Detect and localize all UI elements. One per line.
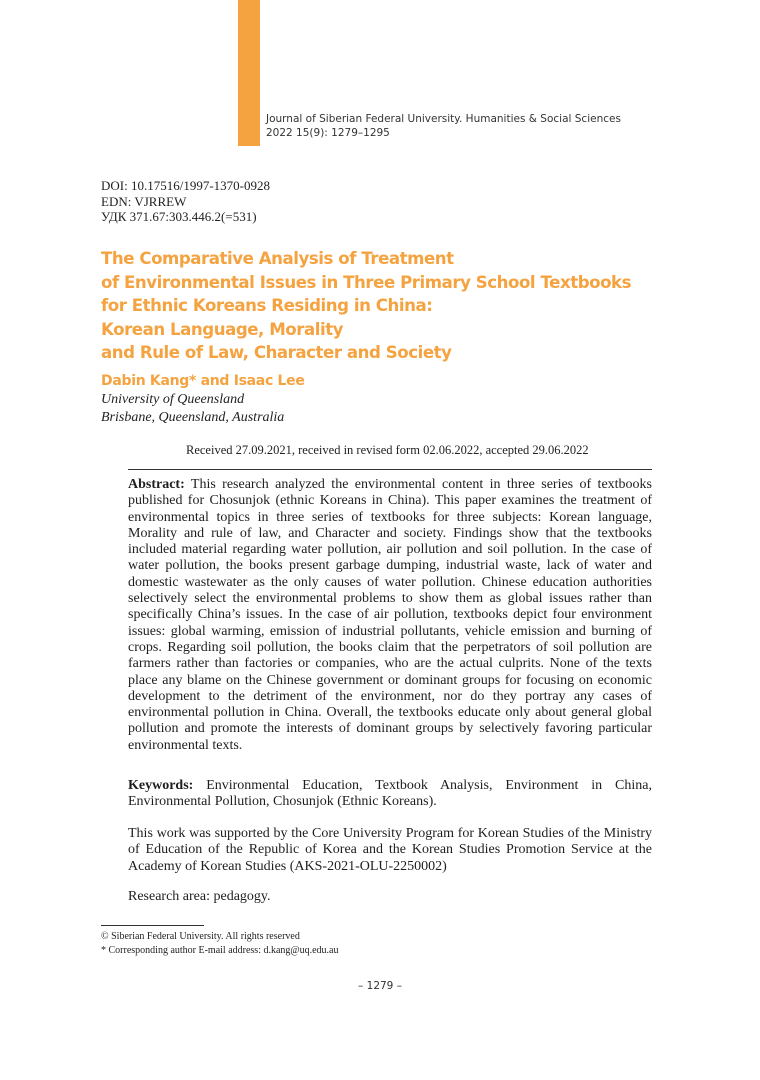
title-line: and Rule of Law, Character and Society: [101, 343, 452, 362]
journal-accent-bar: [238, 0, 260, 146]
edn: EDN: VJRREW: [101, 193, 187, 209]
authors: Dabin Kang* and Isaac Lee: [101, 373, 305, 389]
abstract: [128, 477, 652, 754]
journal-name: Journal of Siberian Federal University. Humanities & Social Sciences: [266, 113, 621, 125]
journal-volume: 2022 15(9): 1279–1295: [266, 127, 390, 139]
received-dates: Received 27.09.2021, received in revised form 02.06.2022, accepted 29.06.2022: [186, 443, 589, 457]
abstract-divider: [128, 469, 652, 470]
affiliation: [101, 391, 284, 426]
funding-note: This work was supported by the Core University Program for Korean Studies of the Ministry of Education of the Republic of Korea and the Korean Studies Promotion Service at the Academy of Korean Studies (AKS-2021-OLU-2250002): [128, 826, 652, 874]
udk: УДК 371.67:303.446.2(=531): [101, 209, 257, 224]
affiliation-institution: University of Queensland: [101, 392, 245, 407]
article-identifiers: [101, 178, 270, 225]
abstract-label: Abstract:: [128, 477, 185, 492]
journal-header: [266, 112, 621, 140]
doi: DOI: 10.17516/1997-1370-0928: [101, 178, 270, 193]
title-line: The Comparative Analysis of Treatment: [101, 249, 454, 268]
keywords: [128, 778, 652, 811]
title-line: of Environmental Issues in Three Primary School Textbooks: [101, 272, 632, 292]
title-line: for Ethnic Koreans Residing in China:: [101, 296, 433, 315]
page-number: – 1279 –: [358, 980, 402, 992]
affiliation-location: Brisbane, Queensland, Australia: [101, 409, 285, 425]
article-title: [101, 247, 631, 365]
keywords-text: Environmental Education, Textbook Analysis, Environment in China, Environmental Pollution, Chosunjok (Ethnic Koreans).: [128, 778, 652, 810]
footnotes: [101, 930, 339, 958]
footnote-divider: [101, 925, 204, 926]
copyright-note: © Siberian Federal University. All rights reserved: [101, 931, 300, 942]
abstract-text: This research analyzed the environmental content in three series of textbooks published for Chosunjok (ethnic Koreans in China). This paper examines the treatment of environmental topics in three series of textbooks for three subjects: Korean language, Morality and rule of law, and Character and society. Findings show that the textbooks included material regarding water pollution, air pollution and soil pollution. In the case of water pollution, the books present garbage dumping, industrial waste, lack of water and domestic wastewater as the only causes of water pollution. Chinese education authorities selectively select the environmental problems to show them as global issues rather than specifically China’s issues. In the case of air pollution, textbooks depict four environment issues: global warming, emission of industrial pollutants, vehicle emission and burning of crops. Regarding soil pollution, the books claim that the perpetrators of soil pollution are farmers rather than factories or companies, who are the actual culprits. None of the texts place any blame on the Chinese government or dominant groups for focusing on economic development to the detriment of the environment, nor do they portray any cases of environmental pollution in China. Overall, the textbooks educate only about general global pollution and promote the interests of dominant groups by selectively favoring particular environmental texts.: [128, 477, 652, 753]
research-area: Research area: pedagogy.: [128, 889, 271, 904]
title-line: Korean Language, Morality: [101, 319, 344, 339]
keywords-label: Keywords:: [128, 778, 194, 793]
corresponding-author-note: * Corresponding author E-mail address: d.kang@uq.edu.au: [101, 945, 339, 956]
